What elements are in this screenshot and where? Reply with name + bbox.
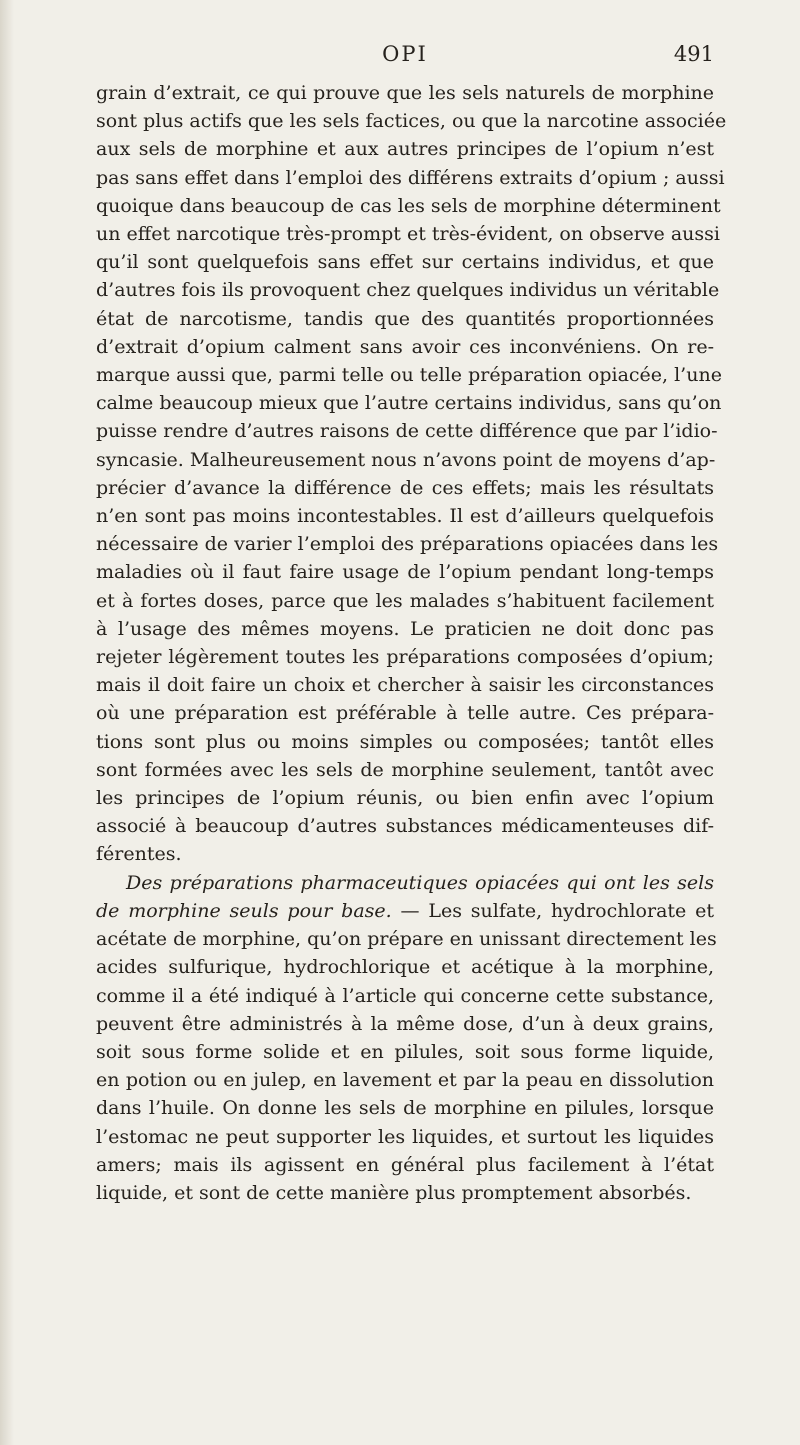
section-text-start: — Les sulfate, hydrochlorate et [391, 899, 714, 922]
section-heading: Des préparations pharmaceutiques opiacées qui ont les sels [126, 871, 714, 894]
text-line: où une préparation est préférable à telle autre. Ces prépara- [96, 702, 714, 725]
running-head-title: OPI [382, 42, 428, 66]
text-line: d’autres fois ils provoquent chez quelques individus un véritable [96, 279, 720, 302]
text-line: sont plus actifs que les sels factices, ou que la narcotine associée [96, 110, 727, 133]
text-line: quoique dans beaucoup de cas les sels de morphine déterminent [96, 194, 721, 217]
text-line: état de narcotisme, tandis que des quantités proportionnées [96, 307, 714, 330]
text-line: associé à beaucoup d’autres substances médicamenteuses dif- [96, 815, 714, 838]
text-line: à l’usage des mêmes moyens. Le praticien ne doit donc pas [96, 617, 714, 640]
text-line: acides sulfurique, hydrochlorique et acétique à la morphine, [96, 956, 714, 979]
text-line: grain d’extrait, ce qui prouve que les sels naturels de morphine [96, 82, 714, 104]
text-line: calme beaucoup mieux que l’autre certains individus, sans qu’on [96, 392, 722, 415]
text-line: soit sous forme solide et en pilules, soit sous forme liquide, [96, 1040, 714, 1063]
page-edge-shadow [0, 0, 14, 1445]
text-line: n’en sont pas moins incontestables. Il est d’ailleurs quelquefois [96, 505, 714, 528]
text-line: comme il a été indiqué à l’article qui concerne cette substance, [96, 984, 714, 1007]
text-line: férentes. [96, 843, 182, 866]
text-line: précier d’avance la différence de ces effets; mais les résultats [96, 476, 714, 499]
text-line: peuvent être administrés à la même dose, d’un à deux grains, [96, 1012, 714, 1035]
body-text [96, 79, 727, 1207]
section-heading-line [96, 869, 714, 897]
text-line: puisse rendre d’autres raisons de cette différence que par l’idio- [96, 420, 718, 443]
text-line: et à fortes doses, parce que les malades s’habituent facilement [96, 589, 714, 612]
text-line: l’estomac ne peut supporter les liquides, et surtout les liquides [96, 1125, 714, 1148]
text-line: rejeter légèrement toutes les préparations composées d’opium; [96, 646, 714, 669]
text-line: aux sels de morphine et aux autres principes de l’opium n’est [96, 138, 714, 161]
text-line: liquide, et sont de cette manière plus promptement absorbés. [96, 1181, 692, 1204]
text-line: marque aussi que, parmi telle ou telle préparation opiacée, l’une [96, 364, 722, 387]
section-heading-end: de morphine seuls pour base. [96, 899, 392, 922]
text-line: en potion ou en julep, en lavement et par la peau en dissolution [96, 1069, 714, 1092]
text-line: tions sont plus ou moins simples ou composées; tantôt elles [96, 730, 714, 753]
text-line: acétate de morphine, qu’on prépare en unissant directement les [96, 928, 717, 951]
text-line: les principes de l’opium réunis, ou bien enfin avec l’opium [96, 787, 714, 810]
text-line: pas sans effet dans l’emploi des différens extraits d’opium ; aussi [96, 166, 725, 189]
text-line: d’extrait d’opium calment sans avoir ces inconvéniens. On re- [96, 335, 714, 358]
text-line: un effet narcotique très-prompt et très-évident, on observe aussi [96, 223, 720, 246]
running-head [96, 42, 714, 72]
text-line: nécessaire de varier l’emploi des préparations opiacées dans les [96, 533, 719, 556]
text-line: qu’il sont quelquefois sans effet sur certains individus, et que [96, 251, 714, 274]
text-line: amers; mais ils agissent en général plus facilement à l’état [96, 1153, 714, 1176]
text-line: mais il doit faire un choix et chercher à saisir les circonstances [96, 674, 714, 697]
text-line: dans l’huile. On donne les sels de morphine en pilules, lorsque [96, 1097, 714, 1120]
text-line: sont formées avec les sels de morphine seulement, tantôt avec [96, 758, 714, 781]
section-heading-line [96, 897, 714, 925]
text-line: maladies où il faut faire usage de l’opium pendant long-temps [96, 561, 714, 584]
text-line: syncasie. Malheureusement nous n’avons point de moyens d’ap- [96, 448, 716, 471]
page-number: 491 [673, 42, 714, 66]
